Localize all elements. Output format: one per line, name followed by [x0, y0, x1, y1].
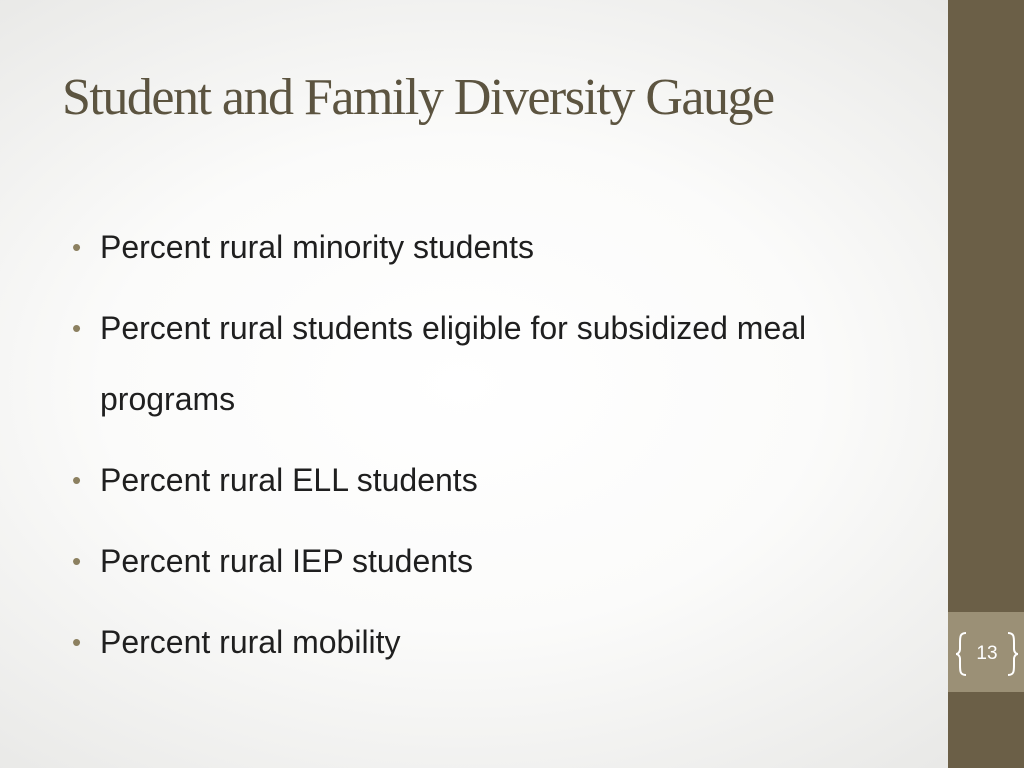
bullet-text: Percent rural mobility [100, 624, 401, 660]
bullet-text: Percent rural minority students [100, 229, 534, 265]
bullet-item [72, 212, 852, 283]
bullet-text: Percent rural students eligible for subsidized meal programs [100, 310, 807, 417]
bullet-dot-icon: • [72, 313, 82, 343]
bullet-text: Percent rural ELL students [100, 462, 478, 498]
bullet-item [72, 607, 852, 678]
bullet-dot-icon: • [72, 465, 82, 495]
bullet-dot-icon: • [72, 627, 82, 657]
bullet-item [72, 445, 852, 516]
bullet-item [72, 293, 852, 435]
bullet-list [72, 212, 852, 688]
page-number: 13 [976, 643, 998, 664]
slide-title: Student and Family Diversity Gauge [62, 69, 774, 126]
bullet-item [72, 526, 852, 597]
bullet-dot-icon: • [72, 232, 82, 262]
bullet-dot-icon: • [72, 546, 82, 576]
bullet-text: Percent rural IEP students [100, 543, 473, 579]
